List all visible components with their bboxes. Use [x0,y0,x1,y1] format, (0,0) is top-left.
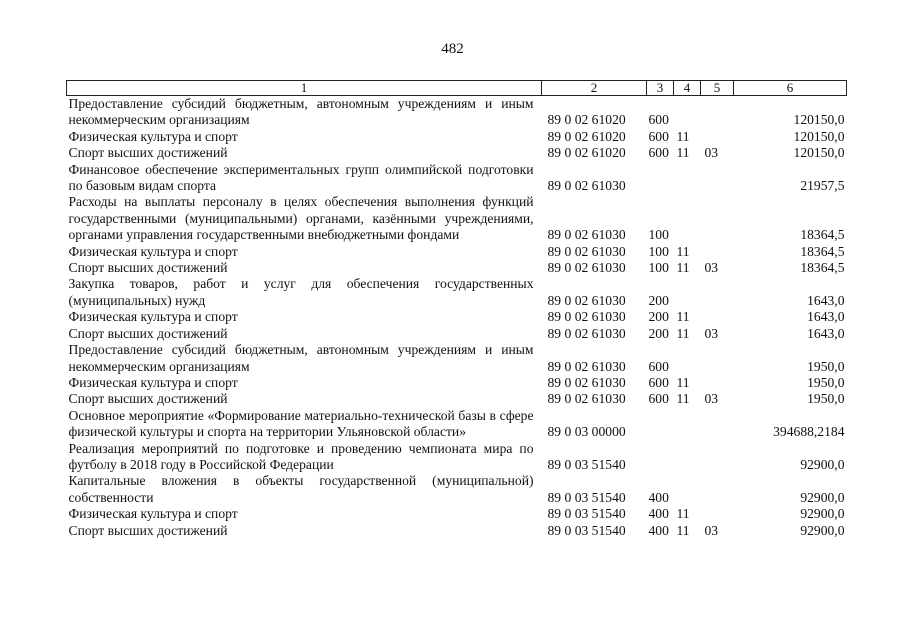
section-code [674,194,701,243]
row-name: Спорт высших достижений [68,260,228,276]
table-row [67,473,847,506]
amount: 18364,5 [800,243,845,259]
table-row [67,408,847,441]
table-row [67,309,847,325]
amount: 92900,0 [800,522,845,538]
section-code: 11 [676,506,690,522]
table-row [67,326,847,342]
target-code: 89 0 02 61030 [547,358,626,374]
expense-type: 400 [648,489,669,505]
section-code [674,162,701,195]
subsection-code [701,309,734,325]
column-number: 6 [734,81,847,96]
table-row [67,194,847,243]
table-row [67,260,847,276]
amount: 92900,0 [800,506,845,522]
amount: 1950,0 [807,391,845,407]
target-code: 89 0 02 61020 [547,112,626,128]
subsection-code: 03 [704,325,719,341]
target-code: 89 0 03 51540 [547,522,626,538]
amount: 1643,0 [807,309,845,325]
expense-type: 400 [648,506,669,522]
subsection-code [701,375,734,391]
row-name: Физическая культура и спорт [68,506,238,522]
row-name: Спорт высших достижений [68,325,228,341]
row-name: Реализация мероприятий по подготовке и проведению чемпионата мира по футболу в 2018 году в Российской Федерации [68,440,534,472]
amount: 1643,0 [807,325,845,341]
row-name: Расходы на выплаты персоналу в целях обеспечения выполнения функций государственными (муниципальными) органами, казёнными учреждениями, органами управления государственными внебюджетными фондами [68,194,534,243]
row-name: Спорт высших достижений [68,145,228,161]
section-code: 11 [676,243,690,259]
target-code: 89 0 03 00000 [547,424,626,440]
target-code: 89 0 03 51540 [547,456,626,472]
target-code: 89 0 02 61020 [547,128,626,144]
subsection-code: 03 [704,522,719,538]
amount: 92900,0 [800,456,845,472]
expense-type: 600 [648,145,669,161]
subsection-code [701,408,734,441]
row-name: Предоставление субсидий бюджетным, автономным учреждениям и иным некоммерческим организациям [68,96,534,128]
expense-type [647,441,674,474]
expense-type: 600 [648,391,669,407]
section-code: 11 [676,128,690,144]
column-number: 5 [701,81,734,96]
target-code: 89 0 02 61030 [547,292,626,308]
expense-type: 200 [648,325,669,341]
table-row [67,244,847,260]
section-code [674,276,701,309]
amount: 21957,5 [800,178,845,194]
amount: 120150,0 [793,145,845,161]
expense-type: 200 [648,292,669,308]
subsection-code: 03 [704,145,719,161]
section-code [674,96,701,129]
column-number-row [67,81,847,96]
target-code: 89 0 03 51540 [547,489,626,505]
subsection-code [701,244,734,260]
subsection-code: 03 [704,391,719,407]
section-code: 11 [676,391,690,407]
target-code: 89 0 02 61020 [547,145,626,161]
expense-type: 200 [648,309,669,325]
amount: 394688,2184 [773,424,845,440]
table-row [67,276,847,309]
column-number: 3 [647,81,674,96]
section-code: 11 [676,145,690,161]
expense-type: 100 [648,227,669,243]
column-number: 2 [542,81,647,96]
column-number: 1 [67,81,542,96]
expense-type: 600 [648,358,669,374]
section-code: 11 [676,309,690,325]
amount: 18364,5 [800,227,845,243]
amount: 120150,0 [793,112,845,128]
table-row [67,375,847,391]
table-row [67,342,847,375]
subsection-code [701,96,734,129]
section-code: 11 [676,374,690,390]
expense-type: 100 [648,243,669,259]
row-name: Спорт высших достижений [68,391,228,407]
section-code: 11 [676,260,690,276]
amount: 120150,0 [793,128,845,144]
subsection-code [701,506,734,522]
amount: 1643,0 [807,292,845,308]
row-name: Финансовое обеспечение экспериментальных групп олимпийской подготовки по базовым видам спорта [68,161,534,194]
amount: 1950,0 [807,374,845,390]
table-body [67,96,847,539]
expense-type: 400 [648,522,669,538]
row-name: Физическая культура и спорт [68,243,238,259]
table-row [67,506,847,522]
subsection-code [701,129,734,145]
subsection-code [701,162,734,195]
column-number: 4 [674,81,701,96]
budget-table [66,80,847,539]
target-code: 89 0 02 61030 [547,178,626,194]
row-name: Капитальные вложения в объекты государственной (муниципальной) собственности [68,473,534,505]
amount: 92900,0 [800,489,845,505]
expense-type: 600 [648,374,669,390]
target-code: 89 0 03 51540 [547,506,626,522]
section-code: 11 [676,522,690,538]
expense-type: 600 [648,128,669,144]
target-code: 89 0 02 61030 [547,374,626,390]
page-number: 482 [441,41,464,57]
expense-type [647,162,674,195]
subsection-code [701,194,734,243]
section-code [674,441,701,474]
target-code: 89 0 02 61030 [547,260,626,276]
table-row [67,145,847,161]
subsection-code [701,441,734,474]
expense-type [647,408,674,441]
target-code: 89 0 02 61030 [547,227,626,243]
target-code: 89 0 02 61030 [547,325,626,341]
target-code: 89 0 02 61030 [547,309,626,325]
subsection-code [701,342,734,375]
row-name: Спорт высших достижений [68,522,228,538]
amount: 18364,5 [800,260,845,276]
row-name: Физическая культура и спорт [68,128,238,144]
target-code: 89 0 02 61030 [547,391,626,407]
table-row [67,523,847,539]
row-name: Физическая культура и спорт [68,374,238,390]
subsection-code [701,276,734,309]
row-name: Основное мероприятие «Формирование материально-технической базы в сфере физической культуры и спорта на территории Ульяновской области» [68,407,534,440]
expense-type: 600 [648,112,669,128]
target-code: 89 0 02 61030 [547,243,626,259]
section-code [674,473,701,506]
expense-type: 100 [648,260,669,276]
table-row [67,96,847,129]
subsection-code [701,473,734,506]
table-row [67,391,847,407]
table-row [67,129,847,145]
amount: 1950,0 [807,358,845,374]
row-name: Закупка товаров, работ и услуг для обеспечения государственных (муниципальных) нужд [68,276,534,308]
subsection-code: 03 [704,260,719,276]
table-row [67,441,847,474]
row-name: Предоставление субсидий бюджетным, автономным учреждениям и иным некоммерческим организациям [68,342,534,374]
row-name: Физическая культура и спорт [68,309,238,325]
section-code [674,342,701,375]
table-row [67,162,847,195]
section-code: 11 [676,325,690,341]
section-code [674,408,701,441]
